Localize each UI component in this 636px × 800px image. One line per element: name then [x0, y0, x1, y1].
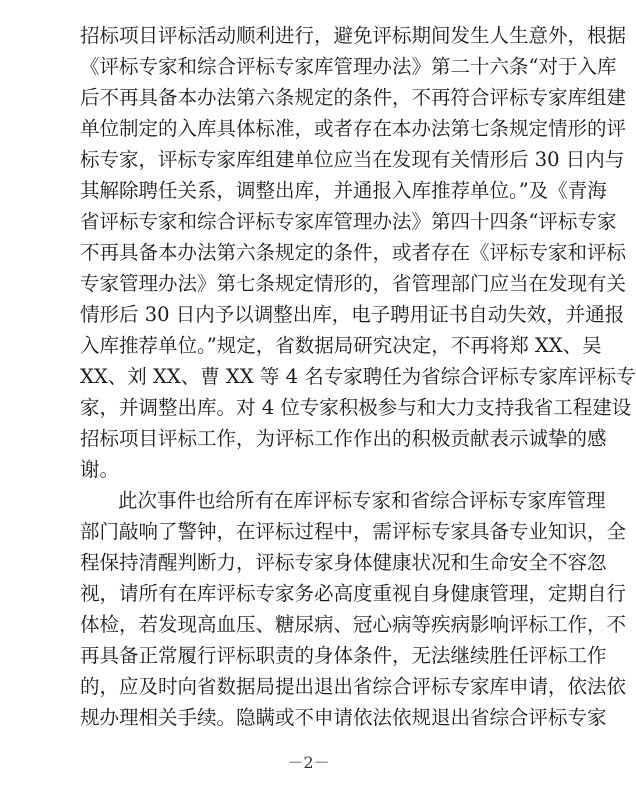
text-line: 入库推荐单位。”规定，省数据局研究决定，不再将郑 XX、吴	[80, 334, 602, 357]
text-line: 招标项目评标活动顺利进行，避免评标期间发生人生意外，根据	[80, 24, 627, 47]
text-line: 标专家，评标专家库组建单位应当在发现有关情形后 30 日内与	[80, 148, 625, 171]
text-line: 规办理相关手续。隐瞒或不申请依法依规退出省综合评标专家	[80, 706, 607, 729]
text-line: 专家管理办法》第七条规定情形的，省管理部门应当在发现有关	[80, 272, 627, 295]
text-line: 部门敲响了警钟，在评标过程中，需评标专家具备专业知识，全	[80, 520, 627, 543]
text-line: 单位制定的入库具体标准，或者存在本办法第七条规定情形的评	[80, 117, 627, 140]
text-line: 家，并调整出库。对 4 位专家积极参与和大力支持我省工程建设	[80, 396, 632, 419]
text-line: 谢。	[80, 458, 120, 481]
text-line: 此次事件也给所有在库评标专家和省综合评标专家库管理	[118, 489, 606, 512]
text-line: 视，请所有在库评标专家务必高度重视自身健康管理，定期自行	[80, 582, 627, 605]
text-line: XX、刘 XX、曹 XX 等 4 名专家聘任为省综合评标专家库评标专	[80, 365, 636, 388]
text-line: 情形后 30 日内予以调整出库，电子聘用证书自动失效，并通报	[80, 303, 625, 326]
text-line: 《评标专家和综合评标专家库管理办法》第二十六条“对于入库	[80, 55, 617, 78]
text-line: 招标项目评标工作，为评标工作作出的积极贡献表示诚挚的感	[80, 427, 607, 450]
text-line: 后不再具备本办法第六条规定的条件，不再符合评标专家库组建	[80, 86, 627, 109]
text-line: 省评标专家和综合评标专家库管理办法》第四十四条“评标专家	[80, 210, 617, 233]
page-number: －2－	[287, 753, 330, 772]
text-line: 体检，若发现高血压、糖尿病、冠心病等疾病影响评标工作，不	[80, 613, 627, 636]
text-line: 程保持清醒判断力，评标专家身体健康状况和生命安全不容忽	[80, 551, 607, 574]
text-line: 的，应及时向省数据局提出退出省综合评标专家库申请，依法依	[80, 675, 627, 698]
text-line: 其解除聘任关系，调整出库，并通报入库推荐单位。”及《青海	[80, 179, 607, 202]
text-line: 再具备正常履行评标职责的身体条件，无法继续胜任评标工作	[80, 644, 607, 667]
text-line: 不再具备本办法第六条规定的条件，或者存在《评标专家和评标	[80, 241, 627, 264]
